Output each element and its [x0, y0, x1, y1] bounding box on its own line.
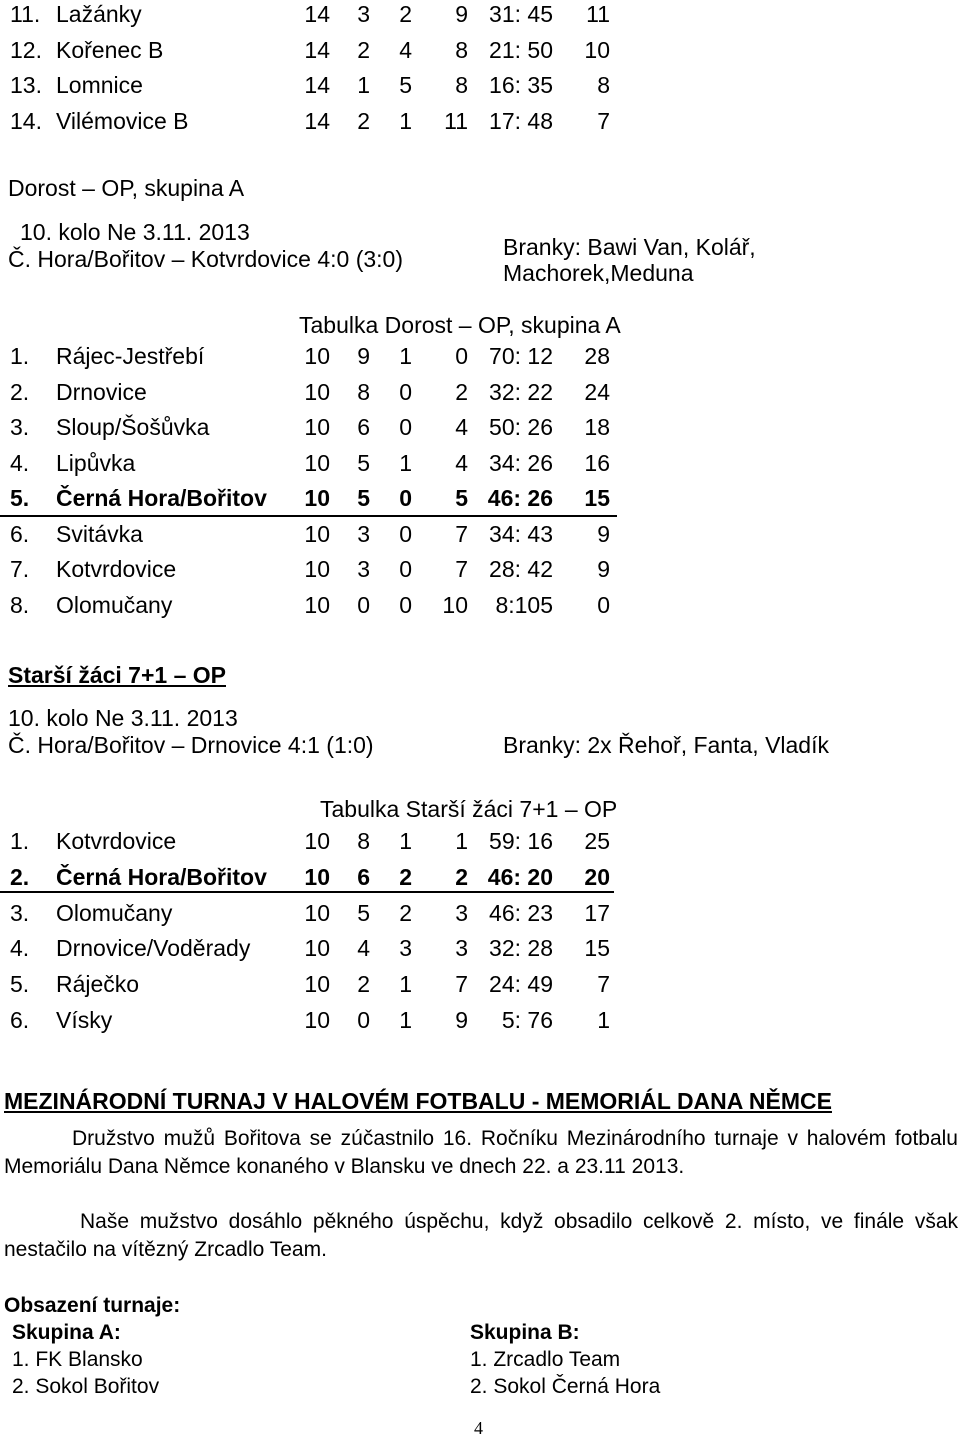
dorost-goals-line1: Branky: Bawi Van, Kolář,: [503, 234, 756, 260]
cell-pts: 17: [584, 899, 610, 926]
cell-g: 10: [304, 520, 330, 547]
cell-pos: 7.: [10, 556, 30, 582]
table-row: [0, 487, 960, 515]
cell-g: 10: [304, 591, 330, 618]
cell-pos: 5.: [10, 485, 30, 511]
cell-g: 10: [304, 556, 330, 582]
cell-l: 1: [455, 828, 468, 854]
cell-pos: 13.: [10, 72, 42, 98]
cell-pos: 12.: [10, 36, 42, 63]
table-row: [0, 3, 960, 31]
cell-team: Lažánky: [56, 1, 142, 27]
cell-w: 5: [357, 899, 370, 926]
cell-score: 16: 35: [489, 72, 553, 98]
group-b-team-1: 1. Zrcadlo Team: [470, 1348, 621, 1371]
cell-d: 3: [399, 935, 412, 962]
cell-pts: 9: [597, 556, 610, 582]
cell-l: 3: [455, 935, 468, 962]
cell-g: 10: [304, 899, 330, 926]
cell-l: 7: [455, 971, 468, 998]
page-number: 4: [474, 1418, 483, 1438]
dorost-match-result: Č. Hora/Bořitov – Kotvrdovice 4:0 (3:0): [8, 246, 403, 272]
cell-score: 5: 76: [501, 1007, 553, 1033]
cell-pts: 8: [597, 72, 610, 98]
cell-score: 59: 16: [489, 828, 553, 854]
cell-g: 10: [304, 863, 330, 890]
cell-team: Svitávka: [56, 520, 143, 547]
cell-pts: 0: [597, 591, 610, 618]
cell-d: 0: [399, 556, 412, 582]
cell-score: 70: 12: [489, 343, 553, 369]
cell-score: 46: 26: [487, 485, 553, 511]
cell-score: 32: 22: [489, 378, 553, 405]
cell-w: 0: [357, 591, 370, 618]
cell-pts: 18: [584, 414, 610, 440]
cell-team: Ráječko: [56, 971, 140, 998]
cell-w: 8: [357, 828, 370, 854]
cell-l: 9: [455, 1007, 468, 1033]
cell-pts: 20: [584, 863, 610, 890]
cell-pos: 6.: [10, 1007, 30, 1033]
tournament-para2-text: Naše mužstvo dosáhlo pěkného úspěchu, když obsadilo celkově 2. místo, ve finále však nestačilo na vítězný Zrcadlo Team.: [4, 1210, 958, 1261]
cell-d: 0: [399, 591, 412, 618]
group-a-team-2: 2. Sokol Bořitov: [12, 1375, 160, 1398]
cell-pos: 5.: [10, 971, 30, 998]
cell-team: Kotvrdovice: [56, 828, 177, 854]
cell-team: Rájec-Jestřebí: [56, 343, 205, 369]
cell-g: 10: [304, 449, 330, 476]
table-row: [0, 558, 960, 586]
table-row: [0, 378, 960, 409]
cell-w: 6: [357, 414, 370, 440]
table-row: [0, 937, 960, 965]
cell-score: 34: 43: [489, 520, 553, 547]
cell-w: 6: [357, 863, 370, 890]
cell-team: Kořenec B: [56, 36, 164, 63]
cell-d: 2: [399, 863, 412, 890]
cell-d: 0: [399, 485, 412, 511]
cell-score: 32: 28: [489, 935, 553, 962]
table-row: [0, 345, 960, 373]
cell-d: 0: [399, 378, 412, 405]
table-row: [0, 863, 960, 894]
cell-pos: 4.: [10, 449, 30, 476]
table-row: [0, 520, 960, 551]
table-row: [0, 973, 960, 1001]
cell-team: Černá Hora/Bořitov: [56, 485, 267, 511]
cell-score: 28: 42: [489, 556, 553, 582]
cell-pos: 2.: [10, 863, 30, 890]
cell-score: 46: 23: [489, 899, 553, 926]
cell-g: 10: [304, 485, 330, 511]
cell-g: 10: [304, 1007, 330, 1033]
cell-l: 10: [442, 591, 468, 618]
cell-pts: 15: [584, 485, 610, 511]
cell-w: 3: [357, 556, 370, 582]
cell-g: 10: [304, 378, 330, 405]
cell-w: 3: [357, 520, 370, 547]
dorost-separator-line: [0, 515, 617, 517]
starsi-match-result: Č. Hora/Bořitov – Drnovice 4:1 (1:0): [8, 732, 374, 758]
cell-team: Černá Hora/Bořitov: [56, 863, 267, 890]
cell-g: 10: [304, 971, 330, 998]
cell-d: 5: [399, 72, 412, 98]
cell-d: 1: [399, 107, 412, 134]
table-row: [0, 449, 960, 480]
cell-pts: 7: [597, 971, 610, 998]
cell-l: 3: [455, 899, 468, 926]
cell-pts: 11: [586, 1, 610, 27]
tournament-paragraph-1: [4, 1125, 958, 1181]
cell-pos: 3.: [10, 899, 30, 926]
tournament-para1-text: Družstvo mužů Bořitova se zúčastnilo 16. Ročníku Mezinárodního turnaje v halovém fotbalu Memoriálu Dana Němce konaného v Blansku ve dnech 22. a 23.11 2013.: [4, 1127, 958, 1178]
cell-score: 34: 26: [489, 449, 553, 476]
cell-l: 2: [455, 863, 468, 890]
cell-score: 21: 50: [489, 36, 553, 63]
group-b-team-2: 2. Sokol Černá Hora: [470, 1375, 661, 1398]
starsi-round: 10. kolo Ne 3.11. 2013: [8, 705, 238, 731]
cell-pos: 14.: [10, 107, 42, 134]
cell-pos: 6.: [10, 520, 30, 547]
cell-w: 9: [357, 343, 370, 369]
cell-d: 1: [399, 343, 412, 369]
tournament-heading: MEZINÁRODNÍ TURNAJ V HALOVÉM FOTBALU - MEMORIÁL DANA NĚMCE: [4, 1088, 832, 1114]
cell-team: Drnovice/Voděrady: [56, 935, 251, 962]
cell-d: 1: [399, 828, 412, 854]
cell-l: 7: [455, 520, 468, 547]
cell-team: Vilémovice B: [56, 107, 189, 134]
cell-pts: 1: [597, 1007, 610, 1033]
table-row: [0, 1009, 960, 1037]
cell-l: 7: [455, 556, 468, 582]
table-row: [0, 416, 960, 444]
cell-team: Vísky: [56, 1007, 113, 1033]
cell-w: 1: [357, 72, 370, 98]
cell-l: 2: [455, 378, 468, 405]
table-row: [0, 591, 960, 622]
table-row: [0, 74, 960, 102]
cell-pos: 8.: [10, 591, 30, 618]
cell-pts: 25: [584, 828, 610, 854]
tournament-paragraph-2: [4, 1208, 958, 1264]
cell-pts: 16: [584, 449, 610, 476]
cell-w: 2: [357, 36, 370, 63]
starsi-heading: Starší žáci 7+1 – OP: [8, 662, 226, 688]
cell-w: 2: [357, 107, 370, 134]
cell-g: 10: [304, 343, 330, 369]
cell-d: 4: [399, 36, 412, 63]
cell-d: 0: [399, 520, 412, 547]
cell-w: 5: [357, 485, 370, 511]
cell-pos: 3.: [10, 414, 30, 440]
cell-team: Olomučany: [56, 899, 173, 926]
cell-w: 5: [357, 449, 370, 476]
cell-score: 50: 26: [489, 414, 553, 440]
cell-team: Olomučany: [56, 591, 173, 618]
cell-g: 10: [304, 935, 330, 962]
cell-score: 24: 49: [489, 971, 553, 998]
starsi-separator-line: [0, 891, 614, 893]
cell-score: 46: 20: [487, 863, 553, 890]
cell-g: 14: [304, 1, 330, 27]
cell-pts: 24: [584, 378, 610, 405]
cell-l: 0: [455, 343, 468, 369]
cell-team: Lipůvka: [56, 449, 136, 476]
group-a-team-1: 1. FK Blansko: [12, 1348, 143, 1371]
cell-w: 4: [357, 935, 370, 962]
cell-g: 10: [304, 414, 330, 440]
dorost-round: 10. kolo Ne 3.11. 2013: [20, 219, 250, 245]
cell-l: 4: [455, 414, 468, 440]
cell-l: 8: [455, 36, 468, 63]
cell-team: Sloup/Šošůvka: [56, 414, 210, 440]
cell-pts: 7: [597, 107, 610, 134]
cell-l: 5: [455, 485, 468, 511]
starsi-table-title: Tabulka Starší žáci 7+1 – OP: [320, 796, 618, 822]
cell-pos: 11.: [10, 1, 41, 27]
cell-pos: 1.: [10, 343, 30, 369]
lineup-heading: Obsazení turnaje:: [4, 1294, 181, 1317]
cell-pts: 9: [597, 520, 610, 547]
cell-l: 4: [455, 449, 468, 476]
table-row: [0, 36, 960, 67]
cell-l: 11: [444, 107, 468, 134]
cell-pts: 15: [584, 935, 610, 962]
starsi-goals: Branky: 2x Řehoř, Fanta, Vladík: [503, 732, 829, 758]
cell-pos: 1.: [10, 828, 30, 854]
cell-g: 14: [304, 72, 330, 98]
cell-d: 1: [399, 971, 412, 998]
table-row: [0, 899, 960, 930]
cell-team: Lomnice: [56, 72, 143, 98]
cell-d: 0: [399, 414, 412, 440]
cell-g: 14: [304, 36, 330, 63]
cell-pos: 4.: [10, 935, 30, 962]
cell-d: 1: [399, 449, 412, 476]
dorost-heading: Dorost – OP, skupina A: [8, 175, 245, 201]
cell-w: 8: [357, 378, 370, 405]
cell-d: 2: [399, 1, 412, 27]
cell-team: Drnovice: [56, 378, 147, 405]
cell-w: 3: [357, 1, 370, 27]
group-a-title: Skupina A:: [12, 1321, 121, 1344]
dorost-goals-line2: Machorek,Meduna: [503, 260, 694, 286]
cell-g: 14: [304, 107, 330, 134]
group-b-title: Skupina B:: [470, 1321, 580, 1344]
cell-pts: 10: [584, 36, 610, 63]
cell-g: 10: [304, 828, 330, 854]
cell-score: 31: 45: [489, 1, 553, 27]
dorost-table-title: Tabulka Dorost – OP, skupina A: [299, 312, 621, 338]
cell-d: 1: [399, 1007, 412, 1033]
cell-pos: 2.: [10, 378, 30, 405]
cell-l: 8: [455, 72, 468, 98]
cell-w: 2: [357, 971, 370, 998]
cell-score: 8:105: [495, 591, 553, 618]
cell-l: 9: [455, 1, 468, 27]
cell-team: Kotvrdovice: [56, 556, 177, 582]
cell-d: 2: [399, 899, 412, 926]
table-row: [0, 830, 960, 858]
cell-pts: 28: [584, 343, 610, 369]
cell-w: 0: [357, 1007, 370, 1033]
cell-score: 17: 48: [489, 107, 553, 134]
table-row: [0, 107, 960, 138]
